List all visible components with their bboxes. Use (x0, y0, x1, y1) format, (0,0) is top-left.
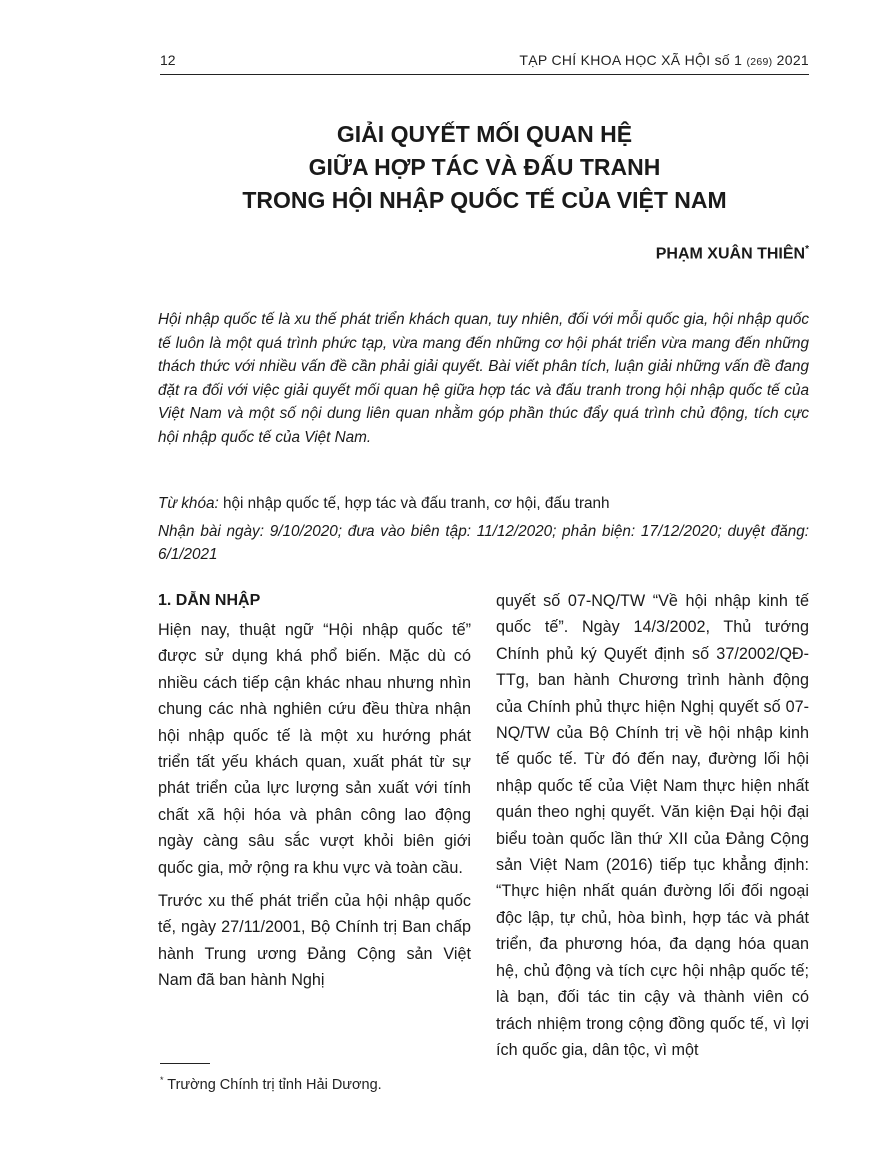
author-name-text: PHẠM XUÂN THIÊN (655, 245, 806, 263)
body-column-right (496, 588, 809, 1063)
keywords-value: hội nhập quốc tế, hợp tác và đấu tranh, cơ hội, đấu tranh (218, 495, 610, 512)
header-divider (160, 74, 809, 75)
paragraph-1: Hiện nay, thuật ngữ “Hội nhập quốc tế” được sử dụng khá phổ biến. Mặc dù có nhiều cách tiếp cận khác nhau nhưng nhìn chung các nhà nghiên cứu đều thừa nhận hội nhập quốc tế là một xu hướng phát triển tất yếu khách quan, xuất phát từ sự phát triển của lực lượng sản xuất với tính chất xã hội hóa và phân công lao động ngày càng sâu sắc vượt khỏi biên giới quốc gia, mở rộng ra khu vực và toàn cầu. (158, 621, 471, 877)
page-number: 12 (160, 52, 176, 68)
author-name (656, 244, 809, 263)
keywords-label: Từ khóa: (158, 495, 219, 512)
footnote-mark: * (160, 1075, 164, 1085)
title-line-3: TRONG HỘI NHẬP QUỐC TẾ CỦA VIỆT NAM (242, 187, 727, 213)
body-column-left (158, 588, 471, 994)
journal-year: 2021 (772, 52, 809, 68)
footnote-divider (160, 1063, 210, 1064)
article-dates: Nhận bài ngày: 9/10/2020; đưa vào biên tập: 11/12/2020; phản biện: 17/12/2020; duyệt đăng: 6/1/2021 (158, 523, 809, 564)
author-footnote-mark: * (805, 244, 809, 255)
title-line-2: GIỮA HỢP TÁC VÀ ĐẤU TRANH (308, 154, 661, 180)
paragraph-3: quyết số 07-NQ/TW “Về hội nhập kinh tế quốc tế”. Ngày 14/3/2002, Thủ tướng Chính phủ ký Quyết định số 37/2002/QĐ-TTg, ban hành Chương trình hành động của Chính phủ thực hiện Nghị quyết số 07-NQ/TW của Bộ Chính trị về hội nhập kinh tế quốc tế. Từ đó đến nay, đường lối hội nhập quốc tế của Việt Nam thực hiện nhất quán theo nghị quyết. Văn kiện Đại hội đại biểu toàn quốc lần thứ XII của Đảng Cộng sản Việt Nam (2016) tiếp tục khẳng định: “Thực hiện nhất quán đường lối đối ngoại độc lập, tự chủ, hòa bình, hợp tác và phát triển, đa phương hóa, đa dạng hóa quan hệ, chủ động và tích cực hội nhập quốc tế; là bạn, đối tác tin cậy và thành viên có trách nhiệm trong cộng đồng quốc tế, vì lợi ích quốc gia, dân tộc, vì một (496, 592, 809, 1059)
footnote (160, 1075, 382, 1093)
paragraph-2: Trước xu thế phát triển của hội nhập quốc tế, ngày 27/11/2001, Bộ Chính trị Ban chấp hành Trung ương Đảng Cộng sản Việt Nam đã ban hành Nghị (158, 892, 471, 990)
footnote-text: Trường Chính trị tỉnh Hải Dương. (163, 1076, 382, 1093)
running-header (160, 52, 809, 68)
abstract: Hội nhập quốc tế là xu thế phát triển khách quan, tuy nhiên, đối với mỗi quốc gia, hội nhập quốc tế luôn là một quá trình phức tạp, vừa mang đến những cơ hội phát triển vừa mang đến những thách thức với nhiều vấn đề cần phải giải quyết. Bài viết phân tích, luận giải những vấn đề đang đặt ra đối với việc giải quyết mối quan hệ giữa hợp tác và đấu tranh trong hội nhập quốc tế của Việt Nam và một số nội dung liên quan nhằm góp phần thúc đẩy quá trình chủ động, tích cực hội nhập quốc tế của Việt Nam. (158, 311, 809, 446)
title-line-1: GIẢI QUYẾT MỐI QUAN HỆ (336, 121, 633, 147)
article-title (160, 118, 809, 217)
journal-issue: (269) (746, 56, 773, 68)
journal-main: TẠP CHÍ KHOA HỌC XÃ HỘI số 1 (519, 52, 747, 68)
keywords (158, 492, 809, 515)
journal-title (519, 52, 809, 68)
section-heading: 1. DẪN NHẬP (158, 592, 261, 609)
